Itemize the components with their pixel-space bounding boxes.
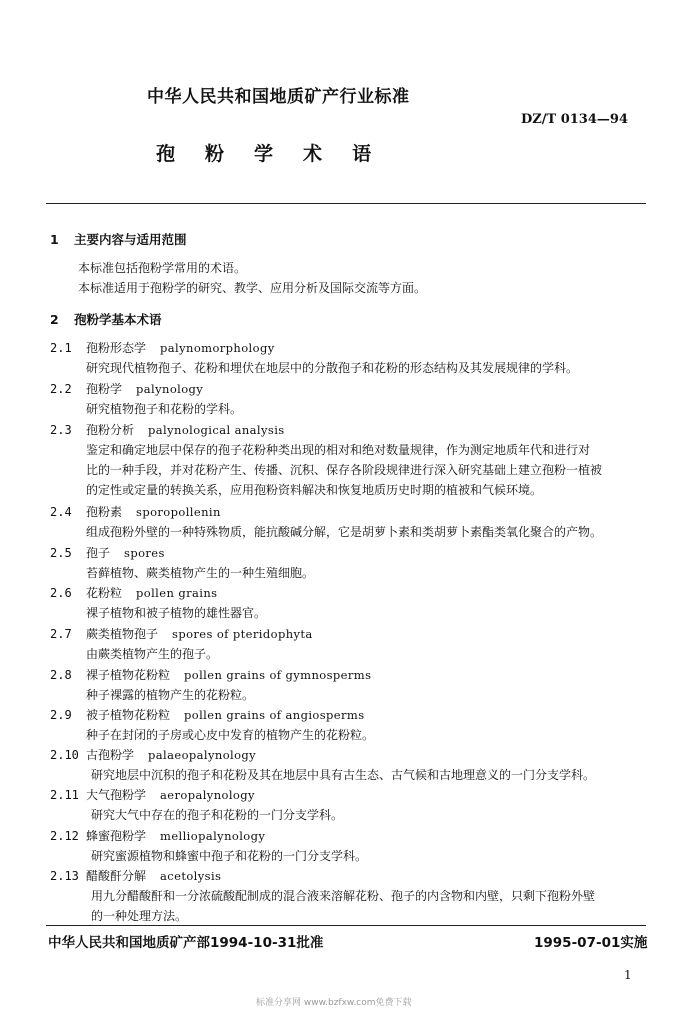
term-english: aeropalynology bbox=[160, 788, 255, 802]
term-chinese: 蕨类植物孢子 bbox=[86, 627, 159, 641]
term-english: acetolysis bbox=[160, 869, 222, 883]
term-entry bbox=[50, 380, 203, 397]
term-number: 2.6 bbox=[50, 586, 72, 600]
watermark: 标准分享网 www.bzfxw.com免费下载 bbox=[256, 998, 412, 1008]
term-english: palaeopalynology bbox=[148, 748, 257, 762]
term-definition: 裸子植物和被子植物的雄性器官。 bbox=[86, 606, 267, 620]
term-entry bbox=[50, 827, 265, 844]
term-definition: 的定性或定量的转换关系，应用孢粉资料解决和恢复地质历史时期的植被和气候环境。 bbox=[86, 483, 543, 497]
title-char: 语 bbox=[352, 143, 372, 165]
title-char: 术 bbox=[303, 143, 323, 165]
page-number: 1 bbox=[624, 968, 632, 982]
section-title: 孢粉学基本术语 bbox=[74, 312, 162, 327]
term-english: spores bbox=[124, 546, 165, 560]
term-entry bbox=[50, 503, 221, 520]
term-definition: 用九分醋酸酐和一分浓硫酸配制成的混合液来溶解花粉、孢子的内含物和内壁，只剩下孢粉外壁 bbox=[91, 889, 596, 903]
term-number: 2.13 bbox=[50, 869, 79, 883]
section-number: 1 bbox=[50, 232, 59, 247]
term-english: palynomorphology bbox=[160, 341, 275, 355]
term-definition: 鉴定和确定地层中保存的孢子花粉种类出现的相对和绝对数量规律，作为测定地质年代和进行对 bbox=[86, 443, 591, 457]
term-number: 2.8 bbox=[50, 668, 72, 682]
term-chinese: 孢子 bbox=[86, 546, 111, 560]
term-definition: 研究地层中沉积的孢子和花粉及其在地层中具有古生态、古气候和古地理意义的一门分支学科。 bbox=[91, 768, 596, 782]
term-chinese: 大气孢粉学 bbox=[86, 788, 147, 802]
term-number: 2.3 bbox=[50, 423, 72, 437]
term-definition: 苔藓植物、蕨类植物产生的一种生殖细胞。 bbox=[86, 566, 315, 580]
term-entry bbox=[50, 706, 365, 723]
section-heading bbox=[50, 310, 162, 328]
term-chinese: 古孢粉学 bbox=[86, 748, 135, 762]
effective-date: 1995-07-01实施 bbox=[534, 935, 648, 951]
term-chinese: 蜂蜜孢粉学 bbox=[86, 829, 147, 843]
term-chinese: 被子植物花粉粒 bbox=[86, 708, 171, 722]
section-number: 2 bbox=[50, 312, 59, 327]
term-chinese: 孢粉分析 bbox=[86, 423, 135, 437]
term-english: palynology bbox=[136, 382, 204, 396]
term-definition: 研究蜜源植物和蜂蜜中孢子和花粉的一门分支学科。 bbox=[91, 849, 368, 863]
term-definition: 种子在封闭的子房或心皮中发育的植物产生的花粉粒。 bbox=[86, 728, 375, 742]
term-number: 2.11 bbox=[50, 788, 79, 802]
term-english: palynological analysis bbox=[148, 423, 285, 437]
term-chinese: 花粉粒 bbox=[86, 586, 123, 600]
term-number: 2.2 bbox=[50, 382, 72, 396]
term-number: 2.5 bbox=[50, 546, 72, 560]
term-english: pollen grains of gymnosperms bbox=[184, 668, 372, 682]
term-definition: 的一种处理方法。 bbox=[91, 909, 188, 923]
term-english: spores of pteridophyta bbox=[172, 627, 313, 641]
term-definition: 研究现代植物孢子、花粉和埋伏在地层中的分散孢子和花粉的形态结构及其发展规律的学科。 bbox=[86, 361, 579, 375]
title-char: 粉 bbox=[205, 143, 225, 165]
term-entry bbox=[50, 625, 313, 642]
term-english: melliopalynology bbox=[160, 829, 266, 843]
term-english: pollen grains bbox=[136, 586, 218, 600]
term-entry bbox=[50, 746, 256, 763]
term-number: 2.9 bbox=[50, 708, 72, 722]
title-char: 学 bbox=[254, 143, 274, 165]
term-english: sporopollenin bbox=[136, 505, 221, 519]
scope-paragraph: 本标准包括孢粉学常用的术语。 bbox=[78, 261, 247, 275]
term-entry bbox=[50, 339, 275, 356]
term-definition: 研究大气中存在的孢子和花粉的一门分支学科。 bbox=[91, 808, 344, 822]
scope-paragraph: 本标准适用于孢粉学的研究、教学、应用分析及国际交流等方面。 bbox=[78, 281, 427, 295]
title-char: 孢 bbox=[156, 143, 176, 165]
header-divider bbox=[46, 203, 646, 204]
term-entry bbox=[50, 867, 221, 884]
term-definition: 研究植物孢子和花粉的学科。 bbox=[86, 402, 243, 416]
term-definition: 组成孢粉外壁的一种特殊物质，能抗酸碱分解，它是胡萝卜素和类胡萝卜素酯类氧化聚合的产物。 bbox=[86, 525, 603, 539]
term-entry bbox=[50, 421, 285, 438]
term-chinese: 醋酸酐分解 bbox=[86, 869, 147, 883]
term-chinese: 孢粉形态学 bbox=[86, 341, 147, 355]
term-number: 2.12 bbox=[50, 829, 79, 843]
term-chinese: 孢粉学 bbox=[86, 382, 123, 396]
term-entry bbox=[50, 786, 255, 803]
term-entry bbox=[50, 544, 165, 561]
section-heading bbox=[50, 230, 187, 248]
term-chinese: 裸子植物花粉粒 bbox=[86, 668, 171, 682]
term-definition: 由蕨类植物产生的孢子。 bbox=[86, 647, 219, 661]
footer-divider bbox=[46, 925, 646, 926]
term-number: 2.10 bbox=[50, 748, 79, 762]
section-title: 主要内容与适用范围 bbox=[74, 232, 187, 247]
term-entry bbox=[50, 584, 217, 601]
standard-code: DZ/T 0134—94 bbox=[521, 112, 628, 127]
term-entry bbox=[50, 666, 371, 683]
document-title bbox=[156, 139, 371, 166]
issuing-authority: 中华人民共和国地质矿产行业标准 bbox=[147, 87, 410, 107]
approval-line: 中华人民共和国地质矿产部1994-10-31批准 bbox=[48, 935, 324, 951]
term-number: 2.7 bbox=[50, 627, 72, 641]
term-definition: 种子裸露的植物产生的花粉粒。 bbox=[86, 688, 255, 702]
term-number: 2.1 bbox=[50, 341, 72, 355]
term-chinese: 孢粉素 bbox=[86, 505, 123, 519]
term-number: 2.4 bbox=[50, 505, 72, 519]
term-definition: 比的一种手段，并对花粉产生、传播、沉积、保存各阶段规律进行深入研究基础上建立孢粉一植被 bbox=[86, 463, 603, 477]
term-english: pollen grains of angiosperms bbox=[184, 708, 365, 722]
